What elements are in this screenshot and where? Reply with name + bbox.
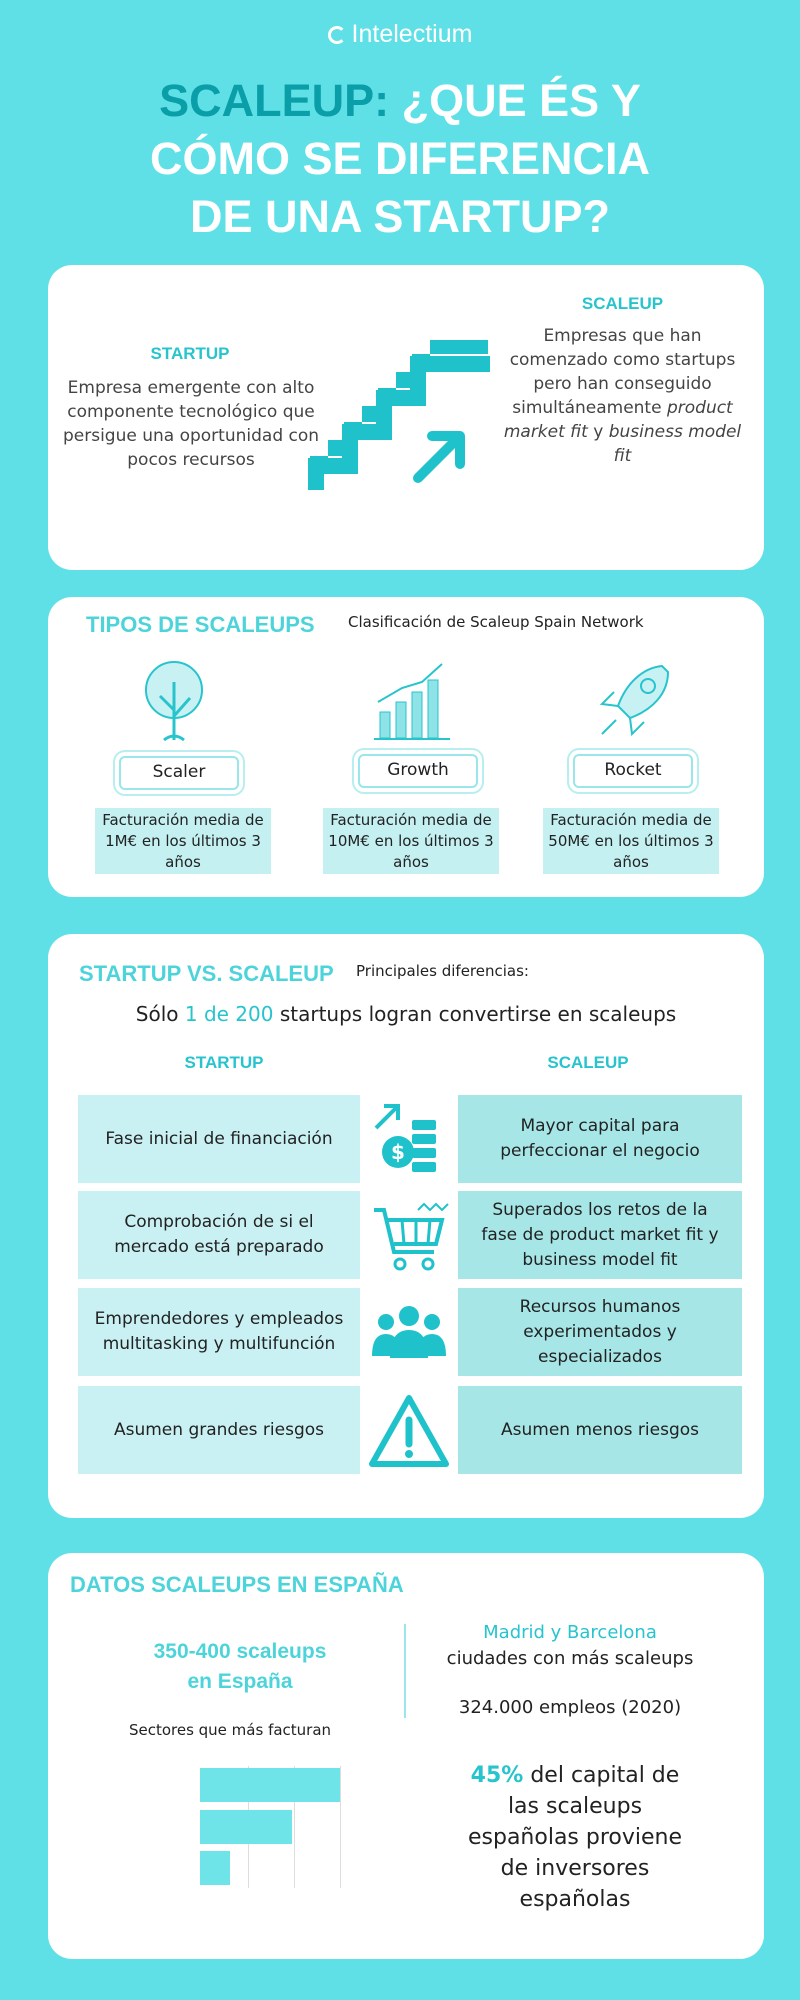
title-highlight: SCALEUP: [159, 75, 390, 126]
scaleup-text: Empresas que han comenzado como startups pero han conseguido simultáneamente [509, 326, 736, 418]
col-scaleup: SCALEUP [547, 1053, 629, 1072]
scaleup-title: SCALEUP [581, 294, 664, 313]
diff-right-2: Superados los retos de la fase de product market fit y business model fit [458, 1191, 742, 1279]
startup-description: Empresa emergente con alto componente tecnológico que persigue una oportunidad con pocos recursos [62, 378, 320, 470]
bar-retail [200, 1851, 230, 1885]
tipo-desc-growth: Facturación media de 10M€ en los últimos 3 años [323, 808, 499, 874]
warning-icon [368, 1392, 450, 1474]
people-icon [368, 1292, 450, 1374]
diff-left-3: Emprendedores y empleados multitasking y multifunción [78, 1288, 360, 1376]
logo-icon [328, 26, 346, 44]
stairs-icon [308, 338, 492, 490]
scaleups-count [110, 1637, 370, 1697]
tree-icon [134, 660, 214, 744]
capital-stat [420, 1760, 730, 1915]
scaleup-description [500, 324, 745, 468]
rocket-icon [592, 660, 674, 744]
tipo-label-growth: Growth [358, 754, 478, 788]
diff-left-1: Fase inicial de financiación [78, 1095, 360, 1183]
cities-block [420, 1620, 720, 1672]
diff-right-1: Mayor capital para perfeccionar el negocio [458, 1095, 742, 1183]
count-line1: 350-400 scaleups [153, 1640, 327, 1663]
diff-right-4: Asumen menos riesgos [458, 1386, 742, 1474]
chart-title: Sectores que más facturan [128, 1721, 332, 1739]
money-growth-icon [368, 1098, 450, 1180]
tipos-title: TIPOS DE SCALEUPS [86, 612, 315, 637]
bar-mobility [200, 1768, 340, 1802]
vs-stat [48, 1002, 764, 1026]
capital-line5: españolas [519, 1887, 631, 1912]
stat-post: startups logran convertirse en scaleups [273, 1002, 677, 1026]
diff-left-2: Comprobación de si el mercado está preparado [78, 1191, 360, 1279]
scaleup-and: y [587, 422, 609, 442]
page-title [0, 72, 800, 246]
cities-text: ciudades con más scaleups [446, 1648, 694, 1669]
capital-line4: de inversores [500, 1856, 650, 1881]
tipo-desc-rocket: Facturación media de 50M€ en los últimos 3 años [543, 808, 719, 874]
title-line2: CÓMO SE DIFERENCIA [149, 133, 651, 184]
tipo-desc-scaler: Facturación media de 1M€ en los últimos 3 años [95, 808, 271, 874]
tipos-subtitle: Clasificación de Scaleup Spain Network [348, 613, 644, 631]
diff-right-3: Recursos humanos experimentados y especializados [458, 1288, 742, 1376]
logo-text: Intelectium [351, 20, 473, 48]
tipo-label-scaler: Scaler [119, 756, 239, 790]
vs-subtitle: Principales diferencias: [356, 962, 529, 980]
brand-logo [0, 20, 800, 49]
stat-highlight: 1 de 200 [184, 1002, 274, 1026]
count-line2: en España [187, 1670, 293, 1693]
employment-stat: 324.000 empleos (2020) [458, 1697, 682, 1718]
svg-text:$: $ [391, 1140, 405, 1164]
capital-line1: del capital de [523, 1763, 680, 1788]
capital-highlight: 45% [470, 1763, 524, 1788]
stat-pre: Sólo [135, 1002, 185, 1026]
diff-left-4: Asumen grandes riesgos [78, 1386, 360, 1474]
gridline-3 [340, 1766, 341, 1888]
title-line1: ¿QUE ÉS Y [389, 75, 641, 126]
divider [404, 1624, 406, 1718]
scaleup-italic-2: business model fit [608, 422, 742, 466]
datos-title: DATOS SCALEUPS EN ESPAÑA [70, 1572, 404, 1597]
shopping-cart-icon [368, 1196, 450, 1278]
col-startup: STARTUP [184, 1053, 264, 1072]
tipo-label-rocket: Rocket [573, 754, 693, 788]
startup-title: STARTUP [150, 344, 230, 363]
cities-highlight: Madrid y Barcelona [483, 1622, 657, 1643]
capital-line3: españolas proviene [467, 1825, 683, 1850]
scaleup-italic-1: product market fit [503, 398, 733, 442]
growth-chart-icon [372, 662, 452, 742]
bar-business [200, 1810, 292, 1844]
vs-title: STARTUP VS. SCALEUP [79, 961, 334, 986]
capital-line2: las scaleups [507, 1794, 643, 1819]
title-line3: DE UNA STARTUP? [190, 191, 610, 242]
